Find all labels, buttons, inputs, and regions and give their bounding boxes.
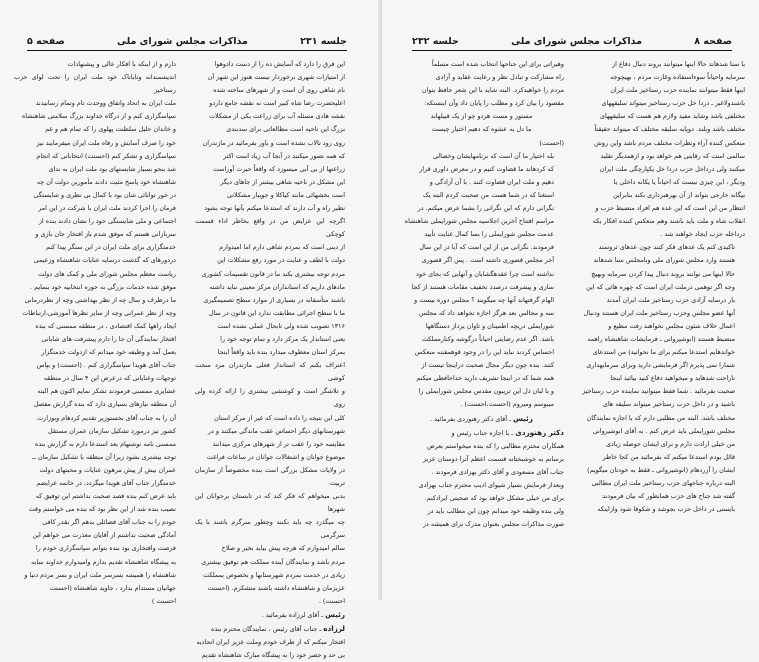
text-line: سالم امیدوارم که هرچه پیش بیاید بخیر و صلاح: [221, 544, 345, 553]
text-line: ممسنی نامه نوشتهام بعد استدعا دارم به گزارش بنده: [34, 439, 176, 448]
text-line: مختلف باشد. البته من مطلبی دارم که با اجازه نمایندگان: [586, 413, 735, 422]
poem-line: مستور و مست هردو چو از یک قبیلهاند: [430, 112, 533, 121]
header-title: مذاکرات مجلس شورای ملی: [116, 36, 248, 47]
text-line: ۱۳۱۶ تصویب شده ولی تابحال عملی نشده است: [217, 321, 345, 330]
text-line: دارم و از اینکه با افکار عالی و پیشنهادات: [67, 60, 176, 68]
text-line: بزرگ این ناحیه است مطالعاتی برای سدبندی: [226, 125, 345, 134]
poem-line: ما دل به عشوه که دهیم اختیار چیست: [431, 125, 532, 134]
text-line: نظیر راه و آب دارند که استدعا میکنم بآنها توجه بشود: [204, 204, 345, 213]
text-line: و تلاشگر است و کوششی بیشتری را ارائه کرده ولی روی: [195, 387, 345, 409]
text-line: موفق شده خدمات بزرگی به حوزه انتخابیه خود بنمایم .: [30, 282, 176, 291]
text-line: ودیگر ، این چیزی نیست که احیاناً یا یکانه داخلی یا: [613, 177, 745, 186]
text-line: هستند وارد مجلس شورای ملی وبامجلس سنا شدهاند: [593, 256, 735, 265]
text-line: جناب آقای هویدا سپاسگزاری کنم . (احسنت) و بپاس: [36, 361, 176, 370]
text-line: درداخله حزب ایجاد خواهند شد .: [660, 230, 745, 239]
text-line: شاهنشاه خود پاسخ مثبت دادند مأمورین دولت آن چه: [36, 177, 176, 186]
text-line: کشور نیز درمورد تشکیل سازمان عمران مستقل: [48, 426, 176, 435]
header-rule: [27, 50, 347, 51]
text-line: زیادی در خدمت بمردم شهرستانها و بخصوص بمملکت: [203, 570, 345, 579]
text-line: که همه تصور میکنند در آنجا آب زیاد است اکثر: [223, 151, 345, 160]
text-line: افتخار نمایندگی آن جا را دارم پیشرفت های شایانی: [41, 334, 176, 343]
text-line: موضوع جوانان و اشتغالات جوانان در ساعات فراغت: [206, 452, 345, 461]
page-number: صفحه ۸: [694, 36, 732, 47]
text-line: مجلس شورایملی باید عرض کنم . به آقای انوشیروانی: [592, 426, 735, 435]
text-line: فرمودند. نگرانی من از این است که آیا در این سال: [419, 243, 554, 252]
text-line: عزیزمان و شاهنشاه داشته باشند متشکرم. (احسنت: [207, 583, 345, 592]
text-line: خدمتگزاری برای ملت ایران در این سنگر پیدا کنم: [45, 243, 176, 252]
text-line: ریاست معظم مجلس شورای ملی و کمک های دولت: [38, 269, 176, 278]
text-line: جهانیان مستدام بدارد ، جاوید شاهنشاه (احسنت: [49, 583, 176, 592]
column-text: [14, 58, 176, 608]
text-line: و با لبان دل این تریبون مقدس مجلس شورایملی را: [418, 387, 554, 396]
text-line: خدمتگزار جناب آقای هویدا میگردد، در خاتمه عرایضم: [36, 479, 176, 487]
text-line: اندیشمندانه وتاباناک خود ملت ایران را تحت لوای حزب رستاخیز: [14, 73, 176, 95]
text-line: راه مشارکت و تبادل نظر و رعایت عقاید و آزادی: [435, 73, 564, 82]
text-line: بایستی در داخل حزب بجوشد و شکوفا شود وازاینکه: [597, 505, 735, 514]
text-line: نصیب بنده شد از این نظر بود که بنده می خواستم وقت: [28, 505, 176, 514]
text-line: احساس کردند نباید این را در وجود قوهمقننه منعکس: [414, 348, 554, 357]
text-line: عشایری ممسنی فرمودند تشکر نمایم اکنون هم البته: [37, 387, 176, 396]
text-line: کنند. بنده چون دیگر مجال صحبت دراینجا نیست از: [421, 361, 554, 370]
text-line: از امتیازات شهری برخوردار نیست هنوز این شهر آن: [207, 73, 345, 82]
text-line: صورت مذاکرات مجلس بعنوان مدرک برای همیشه در: [422, 520, 564, 529]
text-line: اعلیحضرت رضا شاه کبیر است نه نقشه جامع داردو: [209, 99, 345, 108]
text-line: قائل بودم استدعا میکنم که بفرمائید من کجا خاطر: [602, 452, 735, 461]
text-line: ملت ایران به اتحاد واتفاق ووحدت تام وتمام رسانیدند: [35, 99, 176, 108]
text-line: انقلاب شاه و ملت باید باشند وهم منعکس کننده افکار یکه: [592, 217, 745, 226]
text-line: آن را به جناب آقای نخستوزیر تقدیم کردهام وبوزارت: [37, 413, 176, 422]
text-line: منضبط هستند (انوشیروانی ـ فرمایشات شاهنشاه راهمه: [587, 334, 735, 343]
text-line: وبعداز فرمایش بسیار شیوای ادیب محترم جناب بهزادی: [418, 481, 564, 489]
session-number: جلسه ۲۳۲: [412, 36, 459, 47]
session-number: جلسه ۲۳۱: [300, 36, 347, 47]
text-line: منعکس کننده آراء ونظرات مختلف مردم باشد واین روش: [594, 138, 745, 147]
column-right: [577, 58, 745, 516]
header-title: مذاکرات مجلس شورای ملی: [511, 36, 643, 47]
speaker-line: رئیس ـ آقای دکتر رهنوردی بفرمائید .: [430, 413, 533, 423]
text-line: است بخشهائی مانند کیاکلا و جویبار مشکلاتی: [226, 190, 345, 199]
text-line: شهرستانهای دیگر احساس عقب ماندگی میکنند و در: [207, 426, 345, 435]
column-text: [195, 636, 345, 662]
text-line: دولت با لطف و عنایت در مورد رفع مشکلات این: [217, 256, 345, 265]
text-line: عدمت مجلس شورایملی را بسا کمال عنایت تأیید: [424, 230, 554, 239]
text-line: دردورهای که گذشت درسایه عنایات شاهنشاه وزعیمی: [33, 256, 176, 265]
header-rule: [412, 50, 732, 51]
text-line: و خاندان جلیل سلطنت پهلوی را که تمام هم و غم: [45, 125, 176, 134]
text-line: گفته شد جناح های حزب همانطور که بیان فرمودند: [602, 492, 735, 501]
text-line: ما درظرف و سال چه از نظر بهداشتی وچه از نظردرمانی: [24, 295, 176, 304]
text-line: وچه از نظر عمرانی وچه از سایر نظرها آموزشی،ارتباطات: [22, 308, 176, 317]
speaker-line: رئیس ـ آقای لرزاده بفرمائید .: [261, 609, 345, 619]
text-line: انتظار من این است که این عده هم افراد منضبط حزب و: [595, 204, 745, 213]
text-line: شورایملی دریچه اطمینان و تاوان پرداز دستگاهها: [425, 321, 554, 330]
text-line: حالا اینها می توانند بروند دنبال پیدا کردن سرمایه وبهیچ: [591, 269, 735, 278]
text-line: توجه بیشتری بشود زیرا آن منطقه با تشکیل سازمان ــ: [32, 452, 176, 461]
text-line: ایجاد راهها کمک اقتصادی ، در منطقه ممسنی که بنده: [35, 321, 176, 330]
text-line: سه و مجالس بعد هرگز اجازه نخواهد داد که مجلس: [419, 308, 554, 317]
text-line: شد بنحو بسیار شایستهای بود ملت ایران به ندای: [48, 164, 176, 173]
text-line: آخر مجلس قصوری داشته است . پس اگر قصوری: [421, 256, 554, 265]
text-line: نگرانی دارم که این نگرانی را بشما عرض میکنم. در: [417, 204, 554, 213]
text-line: آنها عضو مجلس وحزب رستاخیز ملت ایران هستند ودنبال: [583, 308, 735, 317]
text-line: برسانم به خوشبختانه قسمت اعظم آنرا دوستان عزیز: [423, 454, 564, 463]
text-line: نداشته است چرا عقدهگشایان و آنهایی که بجای خود: [416, 269, 554, 278]
column-text: [195, 58, 345, 608]
text-line: بیگانه خارجی بتواند از آن بهرهبرداری بکند بنابراین: [613, 190, 745, 199]
column-text: [577, 58, 745, 241]
text-line: همه شما که در اینجا تشریف دارید خداحافظی میکنم: [416, 374, 554, 383]
text-line: این فرق را دارد که آسایش ده را از دست دادوهوا: [214, 60, 345, 68]
text-line: خودم را به جناب آقای فضائلی بدهم اگر بقدر کافی: [42, 518, 176, 527]
text-line: ما با سطح اجرائی مطابقت ندارد این قانون در سال: [208, 308, 345, 317]
text-line: مردم باشد و نمایندگان آینده مملکت هم توفیق بیشتری: [201, 557, 345, 566]
text-line: زراعتها از بی آبی میسوزد که واقعاً حیرت آوراست: [212, 164, 345, 173]
text-line: بله اختیار ما آن است که برنامهایشان وخصالی: [432, 151, 554, 160]
text-line: آمادگی صحبت نداشتم از آقایان معذرت می خواهم این: [32, 531, 176, 540]
column-left: [14, 58, 176, 608]
page-number: صفحه ۵: [27, 36, 65, 47]
text-line: من خیلی ارادت دارم و برای ایشان حوصله زیادی: [606, 439, 735, 448]
text-line: ایشان را آزردهام (انوشیروانی ـ فقط به خودتان میگویم): [587, 465, 735, 474]
text-line: استغنا که در شما هست من صحبت کردم البته یک: [423, 190, 554, 199]
text-line: صحبت بفرمائید . شما فقط میتوانید نماینده حزب رستاخیز: [582, 387, 735, 396]
text-line: اجتماعی و ملی شایستگی خود را نشان دادند بنده از: [38, 217, 176, 226]
text-line: کلی این نتیجه را داده است که غیر از مرکز استان: [214, 413, 345, 422]
text-line: اگرچه این عرایض من در واقع بخاطر اداء قسمت کوچکی: [195, 217, 345, 239]
page-right: [382, 0, 759, 600]
text-line: بعمل آمد و وظیفه خود میدانم که ازدولت خدمتگزار: [41, 348, 176, 357]
text-line: این مشکل در ناحیه شاهی بیشتر از جاهای دیگر: [220, 177, 345, 186]
text-line: احسنت ): [151, 596, 176, 605]
text-line: مقصود را بیان کرد و مطلب را پایان داد وآن اینستکه:: [424, 99, 564, 108]
text-line: در ولایات مشکل بزرگی است بنده مخصوصاً از سازمان تربیت: [195, 465, 345, 487]
text-line: باشد. اگر عدم رضایتی احیاناً درگوشه وکنارمملکت: [421, 334, 554, 343]
text-line: مردم را خواهیدکرد. البته شاید با این شعر حافظ بتوان: [421, 86, 564, 95]
text-line: اعمال خلاف شئون مجلس نخواهند رفت مطیع و: [608, 321, 735, 330]
text-line: دهیم و ملت ایران قضاوت کنند . با آن آزادگی و: [429, 177, 554, 186]
column-text: [399, 150, 564, 412]
text-line: آن منطقه نیازهای بسیاری دارد که بنده گزارش مفصل: [33, 400, 176, 409]
text-line: سپاسگزاری کنم و از درگاه خداوند بزرگ سلامتی شاهنشاه: [21, 112, 176, 121]
column-right: [195, 58, 345, 662]
text-line: سرمایه واحیاناً سوءاستفاده وغارت مردم ، بهیچوجه: [610, 73, 745, 82]
page-header: [412, 33, 732, 47]
text-line: که کردهاند ما قضاوت کنیم و در معرض داوری قرار: [419, 164, 554, 173]
text-line: ناراحت شدهاید و میخواهید دفاع کنید بیائید اینجا: [610, 374, 735, 383]
text-line: مقایسه خود را عقب تر از شهرهای مرکزی میدانند: [212, 439, 345, 448]
speaker-line: لرزاده ـ جناب آقای رئیس ، نمایندگان محترم بنده: [210, 624, 345, 634]
text-line: یعنی استاندار یک مرکز دارد و تمام توجه خود را: [220, 334, 345, 343]
text-line: سربازانی هستم که موفق شدم باز افتخار جان بازی و: [35, 230, 176, 239]
text-line: باشند متأسفانه در بسیاری از موارد سطح تصمیمگیری: [203, 295, 345, 304]
text-line: باشید و در داخل حزب رستاخیز میتواند سلیقه های: [602, 400, 735, 409]
text-line: بدنی میخواهم که فکر کند که در تابستان برجوانان این شهرها: [195, 492, 345, 514]
column-text: [577, 241, 745, 516]
applause: (احسنت): [539, 138, 564, 147]
text-line: از دینی است که بمردم شاهی دارم اما امیدوارم: [219, 243, 345, 252]
text-line: وهیراتی برای این جناحها انتخاب شده است مسلماً: [431, 60, 564, 68]
text-line: بار درسایه آزادی حزب رستاخیز ملت ایران آمدند: [606, 295, 735, 304]
page-header: [27, 33, 347, 47]
text-line: میکنند ولی درداخل حزب دردا خل یکپارچگی ملت ایران: [599, 164, 745, 173]
column-text: [399, 58, 564, 110]
text-line: البته درباره جناحهای حزب رستاخیز ملت ایران مطالبی: [591, 479, 735, 487]
text-line: فرمان را اجرا کردند ملت ایران با شرکت در این امر: [38, 204, 176, 213]
text-line: الهام گرفتهاند آنها چه میگویند ؟ مجلس دوره بیست و: [414, 295, 554, 304]
text-line: باید عرض کنم بنده قصد صحبت نداشتم این توفیق که: [35, 492, 176, 501]
text-line: عمران بیش از پیش مرهون عنایات و محبتهای دولت: [39, 465, 176, 474]
text-line: باشندولاغیر ـ دردا خل حزب رستاخیز میتواند سلیقههای: [601, 99, 745, 108]
text-line: نام شاهی روی آن است و از شهرهای ساخته شده: [213, 86, 345, 95]
text-line: جناب آقای مسعودی و آقای دکتر بهزادی فرمودند .: [431, 467, 564, 476]
text-line: شمارا نمی پذیرم اگر فرمایشی دارید وبرای سرمایهداری: [586, 361, 735, 370]
text-line: افتخار میکنم که از طرف خودم وملت عزیز ایران اتحادیه: [196, 638, 345, 647]
text-line: به پیشگاه شاهنشاه تقدیم بدارم وامیدوارم خداوند سایه: [31, 557, 176, 566]
text-line: مردم توجه بیشتری بکند ما در قانون تقسیمات کشوری: [201, 269, 345, 278]
text-line: اعتراف بکنم که استاندار فعلی مازندران مرد سخت کوشی: [195, 361, 345, 383]
text-line: فرصت وافتخاری بود بنده بتوانم سپاسگزاری خودم را: [35, 544, 176, 553]
text-line: مراسم افتتاح آخرین اجلاسیه مجلس شورایملی شاهنشاه: [404, 217, 554, 226]
text-line: مختلف باشد وبلند. دوپایه سلیقه مختلف که میتواند حقیقتاً: [594, 125, 745, 134]
text-line: ولی بنده وظیفه خود میدانم چون این مطالب باید در: [427, 507, 564, 516]
text-line: در خور توانائی شان بود با کمال بی نظری و شایستگی: [33, 190, 176, 199]
text-line: توجهات وعنایاتی که درعرض این ۴ سال در منطقه: [43, 374, 176, 383]
text-line: تاکیدی کنم یک عدهای فکر کنند چون عدهای ثروتمند: [598, 243, 735, 252]
text-line: نقشه هادی مسئله آب برای زراعت یکی از مشکلات: [208, 112, 345, 121]
text-line: همکاران محترم مطالبی را که بنده میخواستم بعرض: [426, 441, 564, 450]
text-line: وجه اگر توهمی درملت ایران است که چهره هائی که این: [586, 282, 735, 291]
text-line: چه میگذرد چه باید بکنند وچطور سرگرم باشند با یک سرگرمی: [195, 518, 345, 540]
text-line: سالمی است که رقابتی هم خواهد بود و ازهمدیگر تقلید: [600, 151, 745, 160]
text-line: بی حد و حصر خود را به پیشگاه مبارک شاهنشاه تقدیم: [201, 651, 345, 660]
text-line: مختلفی باشد وشاید مفید ولازم هم هست که سلیقههای: [600, 112, 745, 121]
text-line: خواندهایم استدعا میکنم برای ما نخوانید) من استدعای: [592, 348, 735, 357]
column-text: [399, 440, 564, 532]
speaker-line: دکتر رهنوردی ـ با اجازه جناب رئیس و: [451, 427, 564, 437]
text-line: اینها فقط میتوانند نماینده حزب رستاخیز ملت ایران: [610, 86, 745, 95]
text-line: مادهای داریم که استانداران مرکز معینی نباید داشته: [209, 282, 345, 291]
text-line: با سنا شدهاند حالا اینها میتوانند بروند دنبال دفاع از: [612, 60, 745, 68]
text-line: بمرکز استان معطوف میدارد بنده باید واقعاً اینجا: [217, 348, 345, 357]
text-line: برای من خیلی مشکل خواهد بود که صحبتی ایرادکنم.: [424, 494, 564, 503]
text-line: شاهنشاه را همیشه بسرسر ملت ایران و بسر مردم دنیا و: [24, 570, 176, 579]
text-line: احسنت) .: [318, 596, 345, 605]
text-line: خود را صرف آسایش و رفاه ملت ایران میفرمایند نیز: [36, 138, 176, 147]
text-line: روی رود تالاب نشده است و باور بفرمائید در مازندران: [202, 138, 345, 147]
text-line: سپاسگزاری و تشکر کنم (احسنت) انتخاباتی که انجام: [36, 151, 176, 160]
text-line: سازی و پیشرفت درصدد تخفیف مقامات هستند از کجا: [411, 282, 554, 291]
text-line: میبوسم ومیروم (احسنت،احسنت) .: [460, 400, 554, 409]
column-left: [399, 58, 564, 531]
